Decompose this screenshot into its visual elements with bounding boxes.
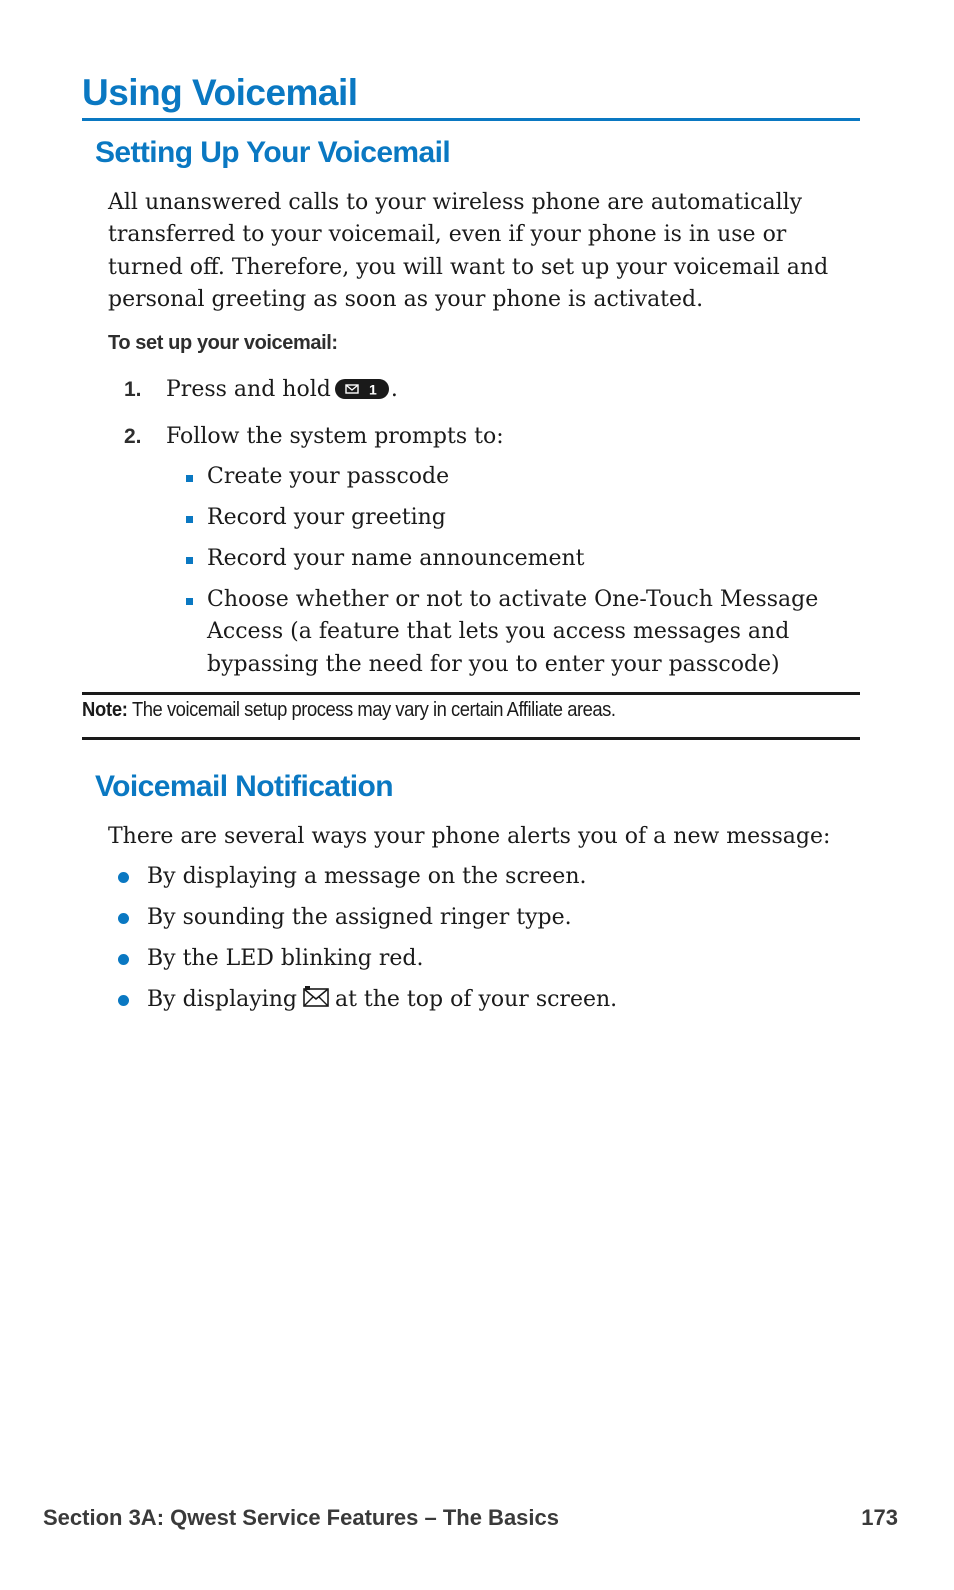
notification-item-4-before: By displaying (147, 987, 297, 1012)
setup-intro-paragraph: All unanswered calls to your wireless phone are automatically transferred to your voicemail, even if your phone is in use or turned off. Therefore, you will want to set up your voicemail and personal greeting as soon as your phone is activated. (108, 190, 829, 312)
notification-item-2: By sounding the assigned ringer type. (147, 905, 572, 930)
title-divider (82, 118, 860, 121)
dot-bullet-icon (118, 995, 129, 1006)
dot-bullet-icon (118, 954, 129, 965)
notification-item-1: By displaying a message on the screen. (147, 864, 587, 889)
sub-item-1: Create your passcode (207, 464, 450, 489)
page-number: 173 (861, 1505, 898, 1530)
key-label: 1 (368, 381, 377, 398)
step-2-text: Follow the system prompts to: (166, 424, 504, 449)
step-1-after: . (390, 377, 398, 402)
dot-bullet-icon (118, 913, 129, 924)
section-heading-setup: Setting Up Your Voicemail (95, 136, 451, 169)
steps-heading: To set up your voicemail: (108, 332, 338, 354)
page-title: Using Voicemail (82, 72, 358, 113)
note-rule-top (82, 692, 860, 695)
section-heading-notification: Voicemail Notification (95, 770, 393, 803)
square-bullet-icon (186, 516, 193, 523)
sub-item-2: Record your greeting (207, 505, 446, 530)
note-label: Note: (82, 699, 128, 721)
square-bullet-icon (186, 475, 193, 482)
note-text: The voicemail setup process may vary in certain Affiliate areas. (131, 699, 616, 721)
step-number-2: 2. (124, 425, 142, 448)
square-bullet-icon (186, 557, 193, 564)
note-rule-bottom (82, 737, 860, 740)
sub-item-4: Choose whether or not to activate One-Touch Message Access (a feature that lets you access messages and bypassing the need for you to enter your passcode) (207, 587, 819, 677)
notification-item-3: By the LED blinking red. (147, 946, 424, 971)
square-bullet-icon (186, 598, 193, 605)
voicemail-envelope-icon (303, 986, 329, 1008)
step-1-text (166, 374, 398, 406)
step-number-1: 1. (124, 378, 142, 401)
voicemail-key-1-icon (335, 379, 389, 399)
note-box (82, 699, 616, 722)
step-1-before: Press and hold (166, 377, 331, 402)
notification-item-4-after: at the top of your screen. (334, 987, 618, 1012)
sub-item-3: Record your name announcement (207, 546, 585, 571)
dot-bullet-icon (118, 872, 129, 883)
notification-item-4 (147, 984, 617, 1016)
notification-intro: There are several ways your phone alerts you of a new message: (108, 824, 831, 849)
footer-section-label: Section 3A: Qwest Service Features – The Basics (43, 1505, 560, 1530)
